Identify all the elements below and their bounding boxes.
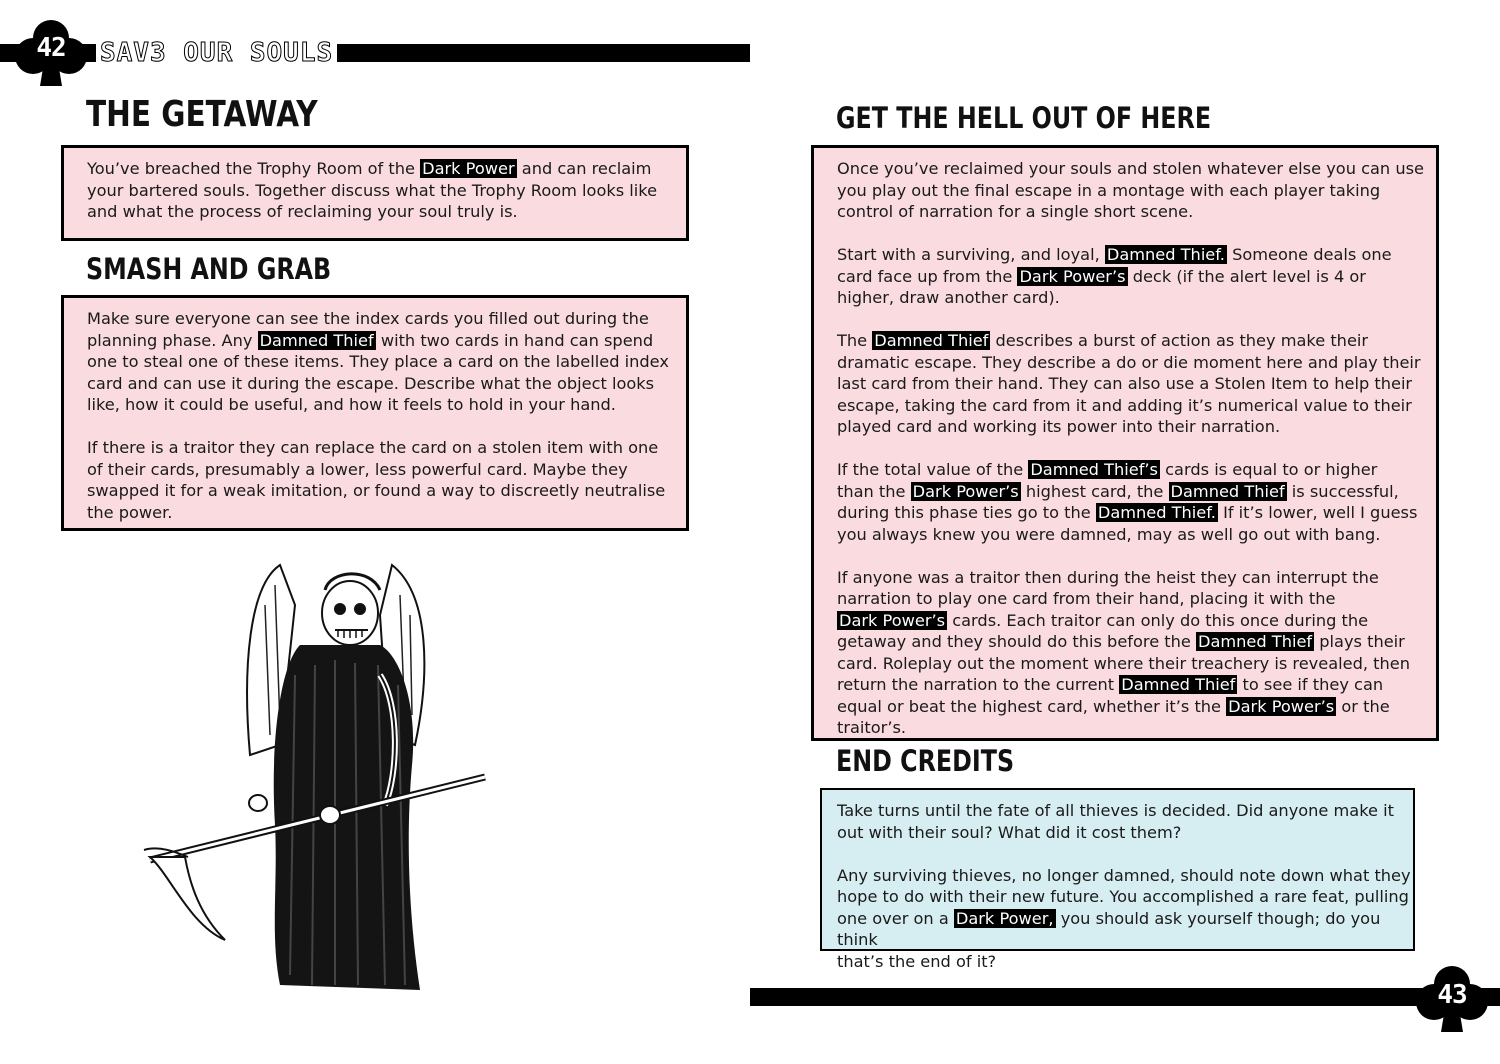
getaway-box [61, 145, 689, 241]
hell-paragraph-5: If anyone was a traitor then during the heist they can interrupt the narration to play one card from their hand, placing it with the Dark Power’s cards. Each traitor can only do this once during the getaway and they should do this before the Damned Thief plays their card. Roleplay out the moment where their treachery is revealed, then return the narration to the current Damned Thief to see if they can equal or beat the highest card, whether it’s the Dark Power’s or the traitor’s. [837, 567, 1410, 737]
credits-paragraph-1: Take turns until the fate of all thieves is decided. Did anyone make it out with their soul? What did it cost them? [837, 801, 1394, 842]
reaper-illustration [130, 545, 500, 995]
keyword-highlight: Damned Thief [874, 331, 989, 350]
hell-paragraph-4: If the total value of the Damned Thief’s cards is equal to or higher than the Dark Power’s highest card, the Damned Thief is successful, during this phase ties go to the Damned Thief. If it’s lower, well I guess you always knew you were damned, may as well go out with bang. [837, 460, 1418, 544]
keyword-highlight: Damned Thief [259, 330, 374, 350]
credits-paragraph-2: Any surviving thieves, no longer damned, should note down what they hope to do with their new future. You accomplished a rare feat, pulling one over on a Dark Power, you should ask yourself though; do you think that’s the end of it? [837, 865, 1411, 971]
keyword-highlight: Dark Power’s [1228, 696, 1335, 716]
footer-bar-right [750, 988, 1500, 1006]
page-number-left: 42 [36, 33, 66, 63]
keyword-highlight: Dark Power’s [839, 610, 946, 630]
page-number-right: 43 [1437, 980, 1467, 1010]
smash-paragraph-1: Make sure everyone can see the index cards you filled out during the planning phase. Any Damned Thief with two cards in hand can spend one to steal one of these items. They place a card on the labelled index card and can use it during the escape. Describe what the object looks like, how it could be useful, and how it feels to hold in your hand. [87, 309, 669, 414]
keyword-highlight: Damned Thief. [1097, 503, 1216, 522]
hell-paragraph-2: Start with a surviving, and loyal, Damned Thief. Someone deals one card face up from the Dark Power’s deck (if the alert level is 4 or higher, draw another card). [837, 245, 1392, 307]
keyword-highlight: Dark Power’s [1019, 266, 1126, 286]
keyword-highlight: Damned Thief’s [1030, 460, 1158, 479]
keyword-highlight: Damned Thief. [1106, 245, 1225, 264]
section-title-get-the-hell-out: GET THE HELL OUT OF HERE [836, 101, 1212, 135]
section-title-end-credits: END CREDITS [836, 744, 1015, 778]
getaway-paragraph: You’ve breached the Trophy Room of the Dark Power and can reclaim your bartered souls. Together discuss what the Trophy Room looks like and what the process of reclaiming your soul truly is. [87, 159, 658, 221]
section-title-getaway: THE GETAWAY [86, 94, 318, 135]
hell-paragraph-1: Once you’ve reclaimed your souls and stolen whatever else you can use you play out the final escape in a montage with each player taking control of narration for a single short scene. [837, 159, 1424, 221]
keyword-highlight: Dark Power, [955, 908, 1054, 928]
running-title: SAV3 OUR SOULS [96, 38, 337, 68]
smash-box [61, 295, 689, 531]
section-title-smash-and-grab: SMASH AND GRAB [86, 252, 332, 286]
hell-paragraph-3: The Damned Thief describes a burst of action as they make their dramatic escape. They describe a do or die moment here and play their last card from their hand. They can also use a Stolen Item to help their escape, taking the card from it and adding it’s numerical value to their played card and working its power into their narration. [837, 331, 1421, 436]
hell-box [811, 145, 1439, 741]
smash-paragraph-2: If there is a traitor they can replace the card on a stolen item with one of their cards, presumably a lower, less powerful card. Maybe they swapped it for a weak imitation, or found a way to discreetly neutralise the power. [87, 438, 666, 522]
keyword-highlight: Damned Thief [1170, 481, 1285, 501]
keyword-highlight: Dark Power [422, 159, 515, 178]
keyword-highlight: Damned Thief [1121, 675, 1236, 694]
keyword-highlight: Dark Power’s [912, 481, 1019, 501]
keyword-highlight: Damned Thief [1198, 632, 1313, 651]
credits-box [820, 788, 1415, 971]
